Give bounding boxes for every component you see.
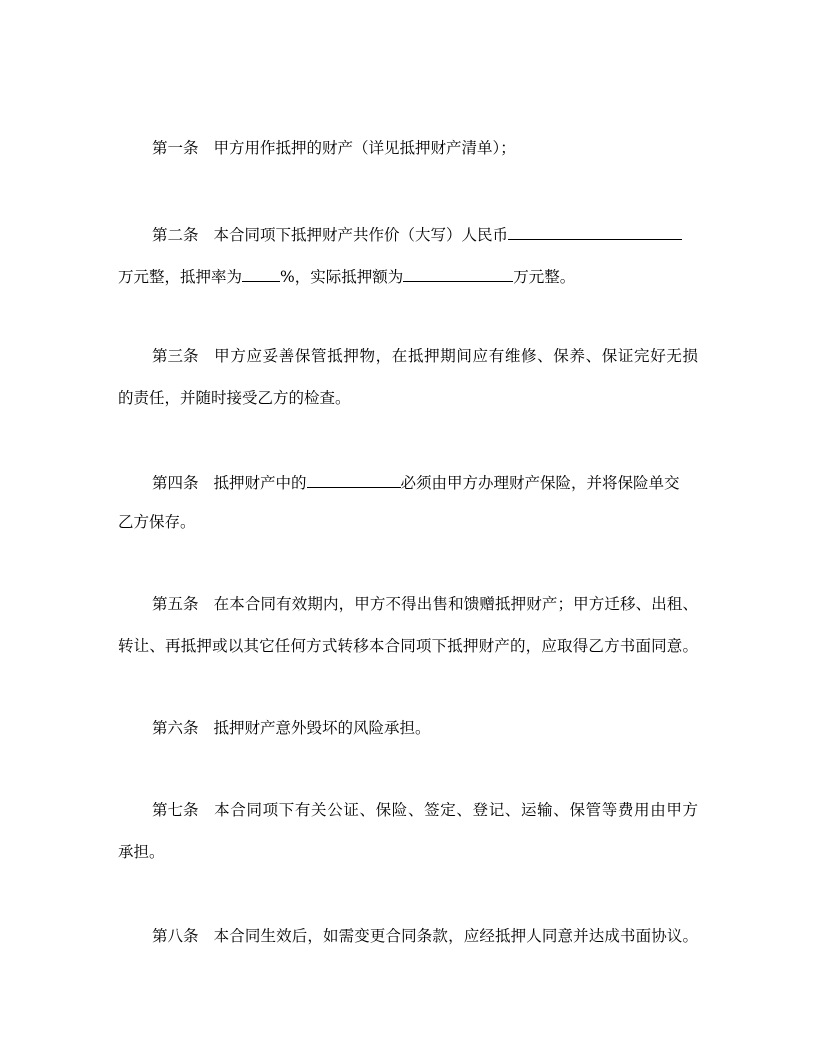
article-8-label: 第八条	[152, 927, 199, 945]
article-4-line-2	[118, 512, 698, 532]
article-1-label: 第一条	[152, 139, 199, 157]
article-8	[152, 926, 698, 946]
article-2-text-4: 万元整。	[513, 268, 576, 286]
article-3-text-2: 的责任，并随时接受乙方的检查。	[118, 389, 351, 407]
article-5-label: 第五条	[152, 595, 199, 613]
article-4-text-3: 乙方保存。	[118, 513, 196, 531]
article-2-text-2: 万元整，抵押率为	[118, 268, 243, 286]
article-7-line-2	[118, 842, 698, 862]
article-7-text-1: 本合同项下有关公证、保险、签定、登记、运输、保管等费用由甲方	[213, 801, 698, 819]
article-6-label: 第六条	[152, 719, 199, 737]
article-4-label: 第四条	[152, 474, 199, 492]
article-1	[152, 138, 698, 158]
article-4-line-1	[152, 470, 698, 493]
article-7-text-2: 承担。	[118, 843, 165, 861]
article-4-text-1: 抵押财产中的	[213, 474, 307, 492]
article-2-text-3: %，实际抵押额为	[280, 268, 404, 286]
article-4-text-2: 必须由甲方办理财产保险，并将保险单交	[400, 474, 680, 492]
article-3-label: 第三条	[152, 347, 199, 365]
mortgage-rate-blank[interactable]	[242, 264, 280, 282]
article-2-text-1: 本合同项下抵押财产共作价（大写）人民币	[213, 226, 509, 244]
article-2-line-1	[152, 222, 698, 245]
article-5-text-1: 在本合同有效期内，甲方不得出售和馈赠抵押财产；甲方迁移、出租、	[213, 595, 698, 613]
insured-property-blank[interactable]	[307, 470, 401, 488]
valuation-blank[interactable]	[508, 222, 682, 240]
article-3-text-1: 甲方应妥善保管抵押物，在抵押期间应有维修、保养、保证完好无损	[213, 347, 698, 365]
article-5-line-1	[152, 594, 698, 614]
article-5-text-2: 转让、再抵押或以其它任何方式转移本合同项下抵押财产的，应取得乙方书面同意。	[118, 637, 698, 655]
article-2-label: 第二条	[152, 226, 199, 244]
article-6	[152, 718, 698, 738]
article-8-text: 本合同生效后，如需变更合同条款，应经抵押人同意并达成书面协议。	[213, 927, 698, 945]
article-2-line-2	[118, 264, 698, 287]
article-6-text: 抵押财产意外毁坏的风险承担。	[213, 719, 431, 737]
article-3-line-2	[118, 388, 698, 408]
article-7-label: 第七条	[152, 801, 199, 819]
article-7-line-1	[152, 800, 698, 820]
article-5-line-2	[118, 636, 698, 656]
article-3-line-1	[152, 346, 698, 366]
mortgage-amount-blank[interactable]	[403, 264, 513, 282]
article-1-text: 甲方用作抵押的财产（详见抵押财产清单）；	[213, 139, 516, 157]
